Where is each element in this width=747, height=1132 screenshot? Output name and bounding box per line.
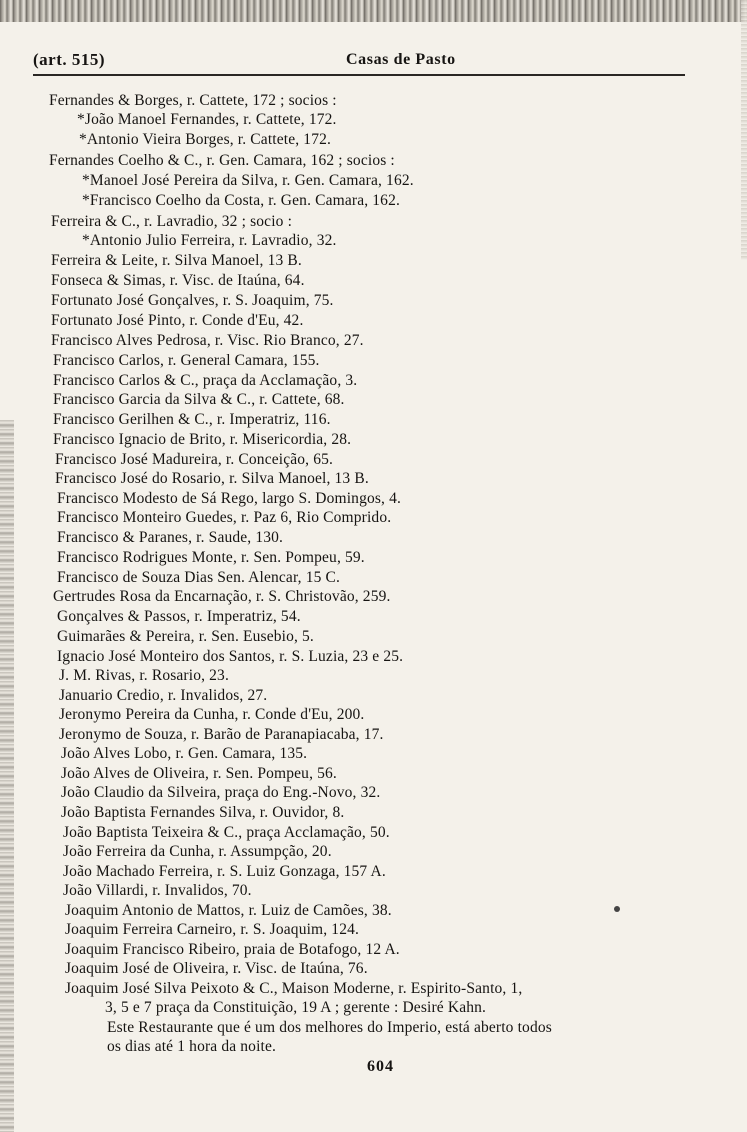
entry-line: Fortunato José Gonçalves, r. S. Joaquim, 75.: [51, 292, 334, 309]
entry-line: Gertrudes Rosa da Encarnação, r. S. Christovão, 259.: [53, 588, 391, 605]
entry-line: Joaquim José de Oliveira, r. Visc. de Itaúna, 76.: [65, 960, 368, 977]
section-title: Casas de Pasto: [346, 51, 456, 68]
entry-line: Ferreira & Leite, r. Silva Manoel, 13 B.: [51, 252, 302, 269]
entry-line: Francisco de Souza Dias Sen. Alencar, 15 C.: [57, 569, 341, 586]
scan-left-edge: [0, 420, 14, 1132]
entry-line: Francisco & Paranes, r. Saude, 130.: [57, 529, 284, 546]
entry-line: Januario Credio, r. Invalidos, 27.: [59, 687, 268, 704]
entry-line: João Ferreira da Cunha, r. Assumpção, 20.: [63, 843, 332, 860]
entry-line: Francisco Carlos, r. General Camara, 155.: [53, 352, 320, 369]
entry-line: *Francisco Coelho da Costa, r. Gen. Camara, 162.: [82, 192, 400, 209]
entry-line: Francisco Monteiro Guedes, r. Paz 6, Rio Comprido.: [57, 509, 392, 526]
entry-line: 3, 5 e 7 praça da Constituição, 19 A ; gerente : Desiré Kahn.: [105, 999, 487, 1016]
scan-top-edge: [0, 0, 747, 22]
entry-line: Jeronymo de Souza, r. Barão de Paranapiacaba, 17.: [59, 726, 384, 743]
article-reference: (art. 515): [33, 50, 106, 69]
entry-line: Francisco José Madureira, r. Conceição, 65.: [55, 451, 334, 468]
entry-line: Fernandes Coelho & C., r. Gen. Camara, 162 ; socios :: [49, 152, 395, 169]
entry-line: Francisco Rodrigues Monte, r. Sen. Pompeu, 59.: [57, 549, 365, 566]
entry-line: *Antonio Vieira Borges, r. Cattete, 172.: [79, 131, 332, 148]
entry-line: Fernandes & Borges, r. Cattete, 172 ; socios :: [49, 92, 337, 109]
entry-line: Francisco Ignacio de Brito, r. Misericordia, 28.: [53, 431, 352, 448]
scan-right-edge: [741, 0, 747, 260]
entry-line: os dias até 1 hora da noite.: [107, 1038, 277, 1055]
entry-line: Francisco Modesto de Sá Rego, largo S. Domingos, 4.: [57, 490, 402, 507]
entry-line: Joaquim José Silva Peixoto & C., Maison Moderne, r. Espirito-Santo, 1,: [65, 980, 523, 997]
entry-line: J. M. Rivas, r. Rosario, 23.: [59, 667, 229, 684]
entry-line: Joaquim Francisco Ribeiro, praia de Botafogo, 12 A.: [65, 941, 400, 958]
entry-line: Guimarães & Pereira, r. Sen. Eusebio, 5.: [57, 628, 314, 645]
entry-line: Joaquim Ferreira Carneiro, r. S. Joaquim, 124.: [65, 921, 360, 938]
ink-speck: [614, 906, 620, 912]
entry-line: Francisco Gerilhen & C., r. Imperatriz, 116.: [53, 411, 331, 428]
page-number: 604: [367, 1058, 394, 1075]
entry-line: Este Restaurante que é um dos melhores do Imperio, está aberto todos: [107, 1019, 552, 1036]
entry-line: Jeronymo Pereira da Cunha, r. Conde d'Eu, 200.: [59, 706, 365, 723]
entry-line: João Claudio da Silveira, praça do Eng.-Novo, 32.: [61, 784, 381, 801]
entry-line: *João Manoel Fernandes, r. Cattete, 172.: [77, 111, 337, 128]
entry-line: Ignacio José Monteiro dos Santos, r. S. Luzia, 23 e 25.: [57, 648, 404, 665]
entry-line: Fortunato José Pinto, r. Conde d'Eu, 42.: [51, 312, 304, 329]
entry-line: João Baptista Teixeira & C., praça Acclamação, 50.: [63, 824, 390, 841]
entry-line: João Villardi, r. Invalidos, 70.: [63, 882, 252, 899]
entry-line: Gonçalves & Passos, r. Imperatriz, 54.: [57, 608, 301, 625]
entry-line: João Alves Lobo, r. Gen. Camara, 135.: [61, 745, 308, 762]
entry-line: *Antonio Julio Ferreira, r. Lavradio, 32.: [82, 232, 337, 249]
entry-line: Fonseca & Simas, r. Visc. de Itaúna, 64.: [51, 272, 305, 289]
entry-line: Francisco Garcia da Silva & C., r. Cattete, 68.: [53, 391, 345, 408]
entry-line: Ferreira & C., r. Lavradio, 32 ; socio :: [51, 213, 293, 230]
entry-line: João Machado Ferreira, r. S. Luiz Gonzaga, 157 A.: [63, 863, 386, 880]
entry-line: João Baptista Fernandes Silva, r. Ouvidor, 8.: [61, 804, 345, 821]
entry-line: João Alves de Oliveira, r. Sen. Pompeu, 56.: [61, 765, 337, 782]
entry-line: *Manoel José Pereira da Silva, r. Gen. Camara, 162.: [82, 172, 414, 189]
entry-line: Francisco José do Rosario, r. Silva Manoel, 13 B.: [55, 470, 369, 487]
entry-line: Francisco Carlos & C., praça da Acclamação, 3.: [53, 372, 358, 389]
entry-line: Joaquim Antonio de Mattos, r. Luiz de Camões, 38.: [65, 902, 392, 919]
entry-line: Francisco Alves Pedrosa, r. Visc. Rio Branco, 27.: [51, 332, 364, 349]
page-header: [33, 50, 685, 76]
header-rule: [33, 74, 685, 76]
